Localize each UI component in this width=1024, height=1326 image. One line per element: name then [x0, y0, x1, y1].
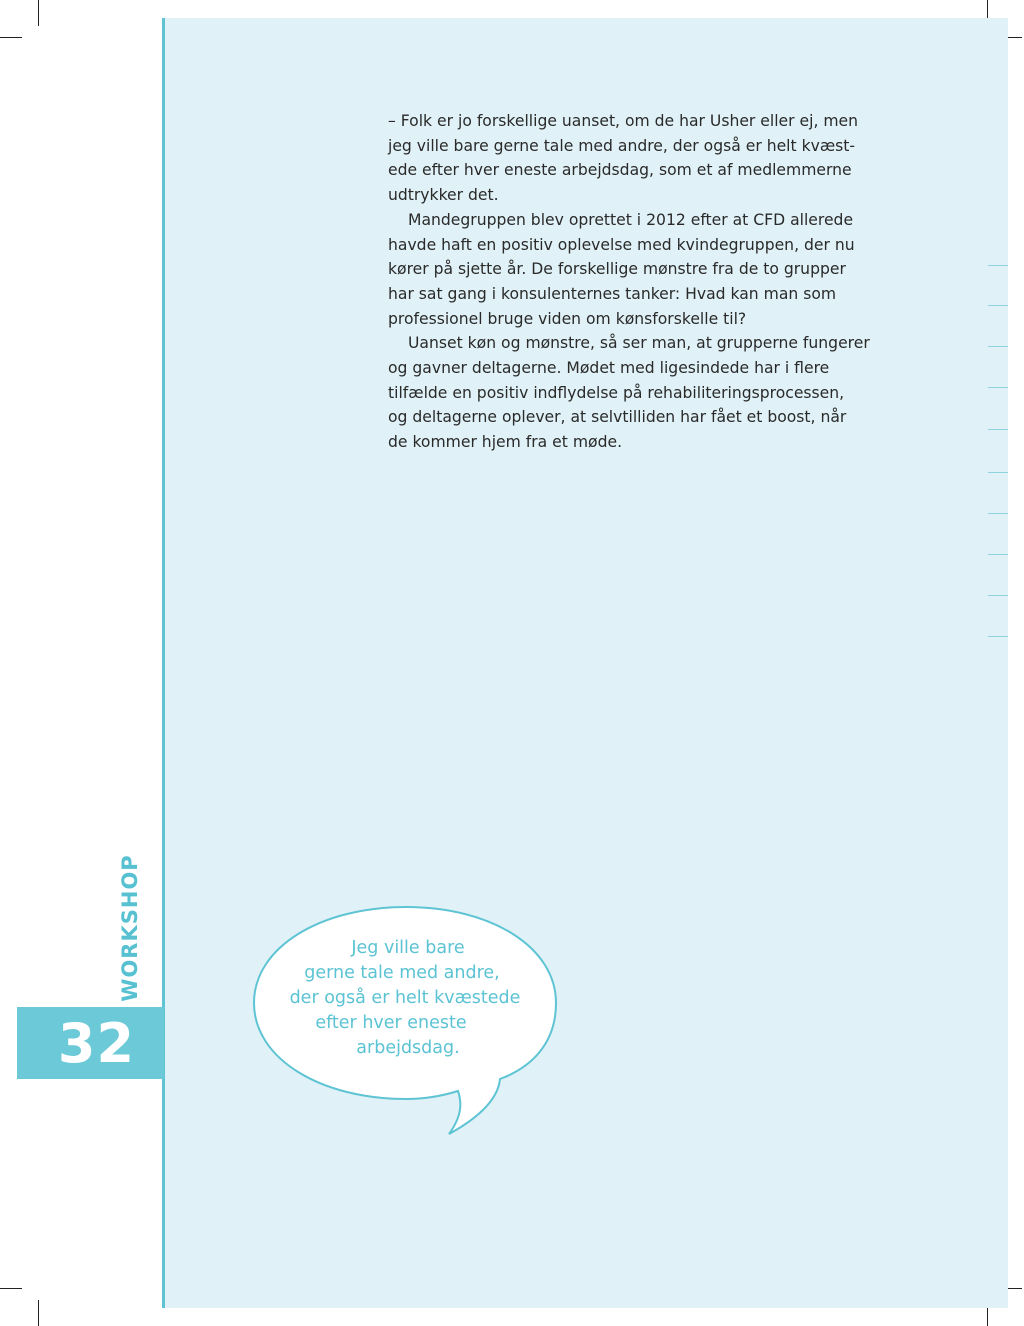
text-line: jeg ville bare gerne tale med andre, der også er helt kvæst-: [388, 136, 856, 155]
text-line: og deltagerne oplever, at selvtilliden har fået et boost, når: [388, 408, 847, 427]
quote-line: gerne tale med andre,: [304, 963, 500, 983]
page-number: 32: [57, 1011, 136, 1075]
left-accent-rule: [162, 18, 165, 1308]
crop-mark-bottom-left-vertical: [38, 1300, 39, 1326]
edge-index-tick: [988, 595, 1008, 596]
body-paragraph: [388, 208, 888, 332]
crop-mark-top-left-horizontal: [0, 37, 22, 38]
text-line: udtrykker det.: [388, 186, 499, 205]
edge-index-tick: [988, 265, 1008, 266]
edge-index-tick: [988, 513, 1008, 514]
text-line: har sat gang i konsulenternes tanker: Hvad kan man som: [388, 284, 837, 303]
text-line: Uanset køn og mønstre, så ser man, at grupperne fungerer: [408, 334, 870, 353]
text-line: og gavner deltagerne. Mødet med ligesindede har i flere: [388, 359, 830, 378]
edge-index-tick: [988, 305, 1008, 306]
text-line: Mandegruppen blev oprettet i 2012 efter at CFD allerede: [408, 210, 854, 229]
edge-index-tick: [988, 636, 1008, 637]
quote-line: efter hver eneste: [315, 1013, 467, 1033]
body-paragraph: [388, 109, 888, 208]
text-line: havde haft en positiv oplevelse med kvindegruppen, der nu: [388, 235, 855, 254]
text-line: professionel bruge viden om kønsforskelle til?: [388, 309, 747, 328]
speech-bubble-quote: [260, 936, 550, 1061]
crop-mark-top-left-vertical: [38, 0, 39, 26]
text-line: ede efter hver eneste arbejdsdag, som et af medlemmerne: [388, 161, 852, 180]
section-label-text: WORKSHOP: [118, 854, 142, 1002]
body-paragraph: [388, 331, 888, 455]
text-line: kører på sjette år. De forskellige mønstre fra de to grupper: [388, 260, 846, 279]
text-line: – Folk er jo forskellige uanset, om de har Usher eller ej, men: [388, 112, 859, 130]
edge-index-tick: [988, 429, 1008, 430]
quote-line: der også er helt kvæstede: [289, 988, 521, 1008]
text-line: tilfælde en positiv indflydelse på rehabiliteringsprocessen,: [388, 383, 845, 402]
quote-line: Jeg ville bare: [351, 938, 465, 958]
text-line: de kommer hjem fra et møde.: [388, 433, 623, 452]
crop-mark-bottom-left-horizontal: [0, 1288, 22, 1289]
edge-index-tick: [988, 472, 1008, 473]
quote-line: arbejdsdag.: [356, 1038, 460, 1058]
article-body: [388, 109, 888, 455]
edge-index-tick: [988, 346, 1008, 347]
edge-index-tick: [988, 387, 1008, 388]
edge-index-tick: [988, 554, 1008, 555]
